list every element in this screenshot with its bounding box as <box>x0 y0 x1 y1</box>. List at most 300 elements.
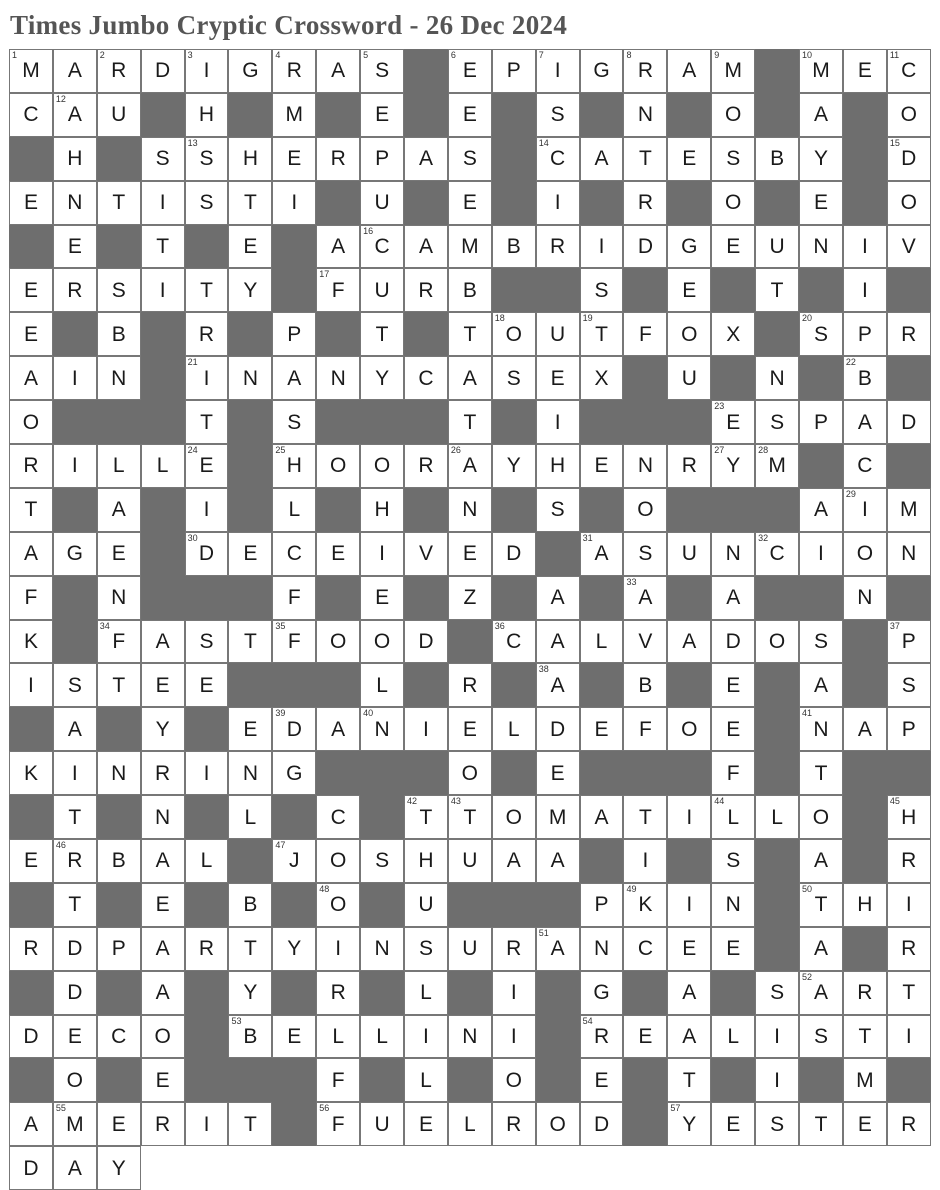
grid-cell[interactable] <box>711 663 755 707</box>
grid-cell[interactable] <box>404 795 448 839</box>
grid-cell[interactable] <box>53 532 97 576</box>
grid-cell[interactable] <box>316 49 360 93</box>
grid-cell[interactable] <box>53 93 97 137</box>
grid-cell[interactable] <box>492 795 536 839</box>
grid-cell[interactable] <box>448 93 492 137</box>
grid-cell[interactable] <box>843 1058 887 1102</box>
grid-cell[interactable] <box>887 532 931 576</box>
grid-cell[interactable] <box>536 663 580 707</box>
grid-cell[interactable] <box>228 181 272 225</box>
grid-cell[interactable] <box>580 971 624 1015</box>
grid-cell[interactable] <box>843 356 887 400</box>
crossword-grid[interactable] <box>9 49 931 1190</box>
grid-cell[interactable] <box>9 400 53 444</box>
grid-cell[interactable] <box>623 93 667 137</box>
grid-cell[interactable] <box>755 971 799 1015</box>
grid-cell[interactable] <box>711 927 755 971</box>
grid-cell[interactable] <box>360 576 404 620</box>
grid-cell[interactable] <box>667 795 711 839</box>
grid-cell[interactable] <box>667 1058 711 1102</box>
grid-cell[interactable] <box>887 225 931 269</box>
grid-cell[interactable] <box>272 576 316 620</box>
grid-cell[interactable] <box>843 532 887 576</box>
grid-cell[interactable] <box>53 181 97 225</box>
grid-cell[interactable] <box>799 839 843 883</box>
grid-cell[interactable] <box>623 488 667 532</box>
grid-cell[interactable] <box>316 225 360 269</box>
grid-cell[interactable] <box>272 49 316 93</box>
grid-cell[interactable] <box>887 1102 931 1146</box>
grid-cell[interactable] <box>755 356 799 400</box>
grid-cell[interactable] <box>843 883 887 927</box>
grid-cell[interactable] <box>492 1102 536 1146</box>
grid-cell[interactable] <box>360 181 404 225</box>
grid-cell[interactable] <box>755 225 799 269</box>
grid-cell[interactable] <box>53 927 97 971</box>
grid-cell[interactable] <box>316 795 360 839</box>
grid-cell[interactable] <box>843 400 887 444</box>
grid-cell[interactable] <box>404 225 448 269</box>
grid-cell[interactable] <box>799 883 843 927</box>
grid-cell[interactable] <box>536 49 580 93</box>
grid-cell[interactable] <box>755 400 799 444</box>
grid-cell[interactable] <box>448 707 492 751</box>
grid-cell[interactable] <box>667 49 711 93</box>
grid-cell[interactable] <box>97 488 141 532</box>
grid-cell[interactable] <box>53 1102 97 1146</box>
grid-cell[interactable] <box>536 400 580 444</box>
grid-cell[interactable] <box>448 576 492 620</box>
grid-cell[interactable] <box>492 927 536 971</box>
grid-cell[interactable] <box>141 225 185 269</box>
grid-cell[interactable] <box>404 1058 448 1102</box>
grid-cell[interactable] <box>9 93 53 137</box>
grid-cell[interactable] <box>799 620 843 664</box>
grid-cell[interactable] <box>9 356 53 400</box>
grid-cell[interactable] <box>360 312 404 356</box>
grid-cell[interactable] <box>185 663 229 707</box>
grid-cell[interactable] <box>711 137 755 181</box>
grid-cell[interactable] <box>316 927 360 971</box>
grid-cell[interactable] <box>360 620 404 664</box>
grid-cell[interactable] <box>360 707 404 751</box>
grid-cell[interactable] <box>272 356 316 400</box>
grid-cell[interactable] <box>53 1058 97 1102</box>
grid-cell[interactable] <box>711 181 755 225</box>
grid-cell[interactable] <box>536 137 580 181</box>
grid-cell[interactable] <box>53 795 97 839</box>
grid-cell[interactable] <box>448 1102 492 1146</box>
grid-cell[interactable] <box>843 49 887 93</box>
grid-cell[interactable] <box>141 1058 185 1102</box>
grid-cell[interactable] <box>492 839 536 883</box>
grid-cell[interactable] <box>9 268 53 312</box>
grid-cell[interactable] <box>360 356 404 400</box>
grid-cell[interactable] <box>97 576 141 620</box>
grid-cell[interactable] <box>141 883 185 927</box>
grid-cell[interactable] <box>185 49 229 93</box>
grid-cell[interactable] <box>404 927 448 971</box>
grid-cell[interactable] <box>711 1015 755 1059</box>
grid-cell[interactable] <box>887 93 931 137</box>
grid-cell[interactable] <box>887 1015 931 1059</box>
grid-cell[interactable] <box>448 268 492 312</box>
grid-cell[interactable] <box>404 137 448 181</box>
grid-cell[interactable] <box>711 883 755 927</box>
grid-cell[interactable] <box>536 312 580 356</box>
grid-cell[interactable] <box>755 137 799 181</box>
grid-cell[interactable] <box>228 971 272 1015</box>
grid-cell[interactable] <box>623 225 667 269</box>
grid-cell[interactable] <box>53 663 97 707</box>
grid-cell[interactable] <box>97 620 141 664</box>
grid-cell[interactable] <box>228 225 272 269</box>
grid-cell[interactable] <box>843 576 887 620</box>
grid-cell[interactable] <box>53 225 97 269</box>
grid-cell[interactable] <box>448 400 492 444</box>
grid-cell[interactable] <box>492 356 536 400</box>
grid-cell[interactable] <box>799 137 843 181</box>
grid-cell[interactable] <box>448 444 492 488</box>
grid-cell[interactable] <box>536 707 580 751</box>
grid-cell[interactable] <box>667 268 711 312</box>
grid-cell[interactable] <box>141 268 185 312</box>
grid-cell[interactable] <box>97 181 141 225</box>
grid-cell[interactable] <box>448 488 492 532</box>
grid-cell[interactable] <box>536 576 580 620</box>
grid-cell[interactable] <box>272 137 316 181</box>
grid-cell[interactable] <box>404 971 448 1015</box>
grid-cell[interactable] <box>97 1015 141 1059</box>
grid-cell[interactable] <box>185 488 229 532</box>
grid-cell[interactable] <box>97 532 141 576</box>
grid-cell[interactable] <box>141 137 185 181</box>
grid-cell[interactable] <box>228 49 272 93</box>
grid-cell[interactable] <box>404 1102 448 1146</box>
grid-cell[interactable] <box>623 795 667 839</box>
grid-cell[interactable] <box>185 927 229 971</box>
grid-cell[interactable] <box>448 795 492 839</box>
grid-cell[interactable] <box>272 400 316 444</box>
grid-cell[interactable] <box>141 444 185 488</box>
grid-cell[interactable] <box>623 839 667 883</box>
grid-cell[interactable] <box>755 1058 799 1102</box>
grid-cell[interactable] <box>141 927 185 971</box>
grid-cell[interactable] <box>185 620 229 664</box>
grid-cell[interactable] <box>185 93 229 137</box>
grid-cell[interactable] <box>9 839 53 883</box>
grid-cell[interactable] <box>97 1102 141 1146</box>
grid-cell[interactable] <box>185 444 229 488</box>
grid-cell[interactable] <box>623 444 667 488</box>
grid-cell[interactable] <box>623 137 667 181</box>
grid-cell[interactable] <box>667 1015 711 1059</box>
grid-cell[interactable] <box>623 883 667 927</box>
grid-cell[interactable] <box>843 1102 887 1146</box>
grid-cell[interactable] <box>711 707 755 751</box>
grid-cell[interactable] <box>887 49 931 93</box>
grid-cell[interactable] <box>185 137 229 181</box>
grid-cell[interactable] <box>580 49 624 93</box>
grid-cell[interactable] <box>360 137 404 181</box>
grid-cell[interactable] <box>580 1102 624 1146</box>
grid-cell[interactable] <box>843 707 887 751</box>
grid-cell[interactable] <box>316 883 360 927</box>
grid-cell[interactable] <box>667 225 711 269</box>
grid-cell[interactable] <box>536 927 580 971</box>
grid-cell[interactable] <box>9 312 53 356</box>
grid-cell[interactable] <box>667 620 711 664</box>
grid-cell[interactable] <box>580 1015 624 1059</box>
grid-cell[interactable] <box>799 707 843 751</box>
grid-cell[interactable] <box>799 795 843 839</box>
grid-cell[interactable] <box>97 663 141 707</box>
grid-cell[interactable] <box>9 927 53 971</box>
grid-cell[interactable] <box>536 444 580 488</box>
grid-cell[interactable] <box>53 1146 97 1190</box>
grid-cell[interactable] <box>887 883 931 927</box>
grid-cell[interactable] <box>711 49 755 93</box>
grid-cell[interactable] <box>228 532 272 576</box>
grid-cell[interactable] <box>316 137 360 181</box>
grid-cell[interactable] <box>492 532 536 576</box>
grid-cell[interactable] <box>580 312 624 356</box>
grid-cell[interactable] <box>580 707 624 751</box>
grid-cell[interactable] <box>580 532 624 576</box>
grid-cell[interactable] <box>185 181 229 225</box>
grid-cell[interactable] <box>536 751 580 795</box>
grid-cell[interactable] <box>272 620 316 664</box>
grid-cell[interactable] <box>536 1102 580 1146</box>
grid-cell[interactable] <box>448 751 492 795</box>
grid-cell[interactable] <box>360 488 404 532</box>
grid-cell[interactable] <box>711 400 755 444</box>
grid-cell[interactable] <box>360 532 404 576</box>
grid-cell[interactable] <box>141 620 185 664</box>
grid-cell[interactable] <box>185 1102 229 1146</box>
grid-cell[interactable] <box>492 225 536 269</box>
grid-cell[interactable] <box>53 137 97 181</box>
grid-cell[interactable] <box>711 444 755 488</box>
grid-cell[interactable] <box>404 839 448 883</box>
grid-cell[interactable] <box>272 312 316 356</box>
grid-cell[interactable] <box>360 225 404 269</box>
grid-cell[interactable] <box>360 49 404 93</box>
grid-cell[interactable] <box>711 532 755 576</box>
grid-cell[interactable] <box>404 707 448 751</box>
grid-cell[interactable] <box>185 356 229 400</box>
grid-cell[interactable] <box>799 971 843 1015</box>
grid-cell[interactable] <box>53 971 97 1015</box>
grid-cell[interactable] <box>9 532 53 576</box>
grid-cell[interactable] <box>492 444 536 488</box>
grid-cell[interactable] <box>97 839 141 883</box>
grid-cell[interactable] <box>887 620 931 664</box>
grid-cell[interactable] <box>272 93 316 137</box>
grid-cell[interactable] <box>448 927 492 971</box>
grid-cell[interactable] <box>316 620 360 664</box>
grid-cell[interactable] <box>97 49 141 93</box>
grid-cell[interactable] <box>316 356 360 400</box>
grid-cell[interactable] <box>492 49 536 93</box>
grid-cell[interactable] <box>580 927 624 971</box>
grid-cell[interactable] <box>843 268 887 312</box>
grid-cell[interactable] <box>97 312 141 356</box>
grid-cell[interactable] <box>97 444 141 488</box>
grid-cell[interactable] <box>97 356 141 400</box>
grid-cell[interactable] <box>711 312 755 356</box>
grid-cell[interactable] <box>799 1015 843 1059</box>
grid-cell[interactable] <box>623 620 667 664</box>
grid-cell[interactable] <box>667 444 711 488</box>
grid-cell[interactable] <box>580 883 624 927</box>
grid-cell[interactable] <box>228 795 272 839</box>
grid-cell[interactable] <box>799 312 843 356</box>
grid-cell[interactable] <box>536 488 580 532</box>
grid-cell[interactable] <box>623 927 667 971</box>
grid-cell[interactable] <box>667 1102 711 1146</box>
grid-cell[interactable] <box>623 1015 667 1059</box>
grid-cell[interactable] <box>228 268 272 312</box>
grid-cell[interactable] <box>141 663 185 707</box>
grid-cell[interactable] <box>141 49 185 93</box>
grid-cell[interactable] <box>580 225 624 269</box>
grid-cell[interactable] <box>667 883 711 927</box>
grid-cell[interactable] <box>887 137 931 181</box>
grid-cell[interactable] <box>316 532 360 576</box>
grid-cell[interactable] <box>580 795 624 839</box>
grid-cell[interactable] <box>97 927 141 971</box>
grid-cell[interactable] <box>141 181 185 225</box>
grid-cell[interactable] <box>711 751 755 795</box>
grid-cell[interactable] <box>97 268 141 312</box>
grid-cell[interactable] <box>580 620 624 664</box>
grid-cell[interactable] <box>272 532 316 576</box>
grid-cell[interactable] <box>580 137 624 181</box>
grid-cell[interactable] <box>623 312 667 356</box>
grid-cell[interactable] <box>492 971 536 1015</box>
grid-cell[interactable] <box>9 1015 53 1059</box>
grid-cell[interactable] <box>272 181 316 225</box>
grid-cell[interactable] <box>9 751 53 795</box>
grid-cell[interactable] <box>360 444 404 488</box>
grid-cell[interactable] <box>843 488 887 532</box>
grid-cell[interactable] <box>272 707 316 751</box>
grid-cell[interactable] <box>228 1015 272 1059</box>
grid-cell[interactable] <box>492 1015 536 1059</box>
grid-cell[interactable] <box>623 532 667 576</box>
grid-cell[interactable] <box>360 839 404 883</box>
grid-cell[interactable] <box>228 1102 272 1146</box>
grid-cell[interactable] <box>9 1146 53 1190</box>
grid-cell[interactable] <box>799 93 843 137</box>
grid-cell[interactable] <box>316 1058 360 1102</box>
grid-cell[interactable] <box>360 927 404 971</box>
grid-cell[interactable] <box>228 356 272 400</box>
grid-cell[interactable] <box>316 444 360 488</box>
grid-cell[interactable] <box>536 225 580 269</box>
grid-cell[interactable] <box>9 49 53 93</box>
grid-cell[interactable] <box>228 751 272 795</box>
grid-cell[interactable] <box>97 93 141 137</box>
grid-cell[interactable] <box>9 444 53 488</box>
grid-cell[interactable] <box>536 839 580 883</box>
grid-cell[interactable] <box>404 883 448 927</box>
grid-cell[interactable] <box>799 663 843 707</box>
grid-cell[interactable] <box>843 1015 887 1059</box>
grid-cell[interactable] <box>360 663 404 707</box>
grid-cell[interactable] <box>448 839 492 883</box>
grid-cell[interactable] <box>887 927 931 971</box>
grid-cell[interactable] <box>228 927 272 971</box>
grid-cell[interactable] <box>755 620 799 664</box>
grid-cell[interactable] <box>141 1102 185 1146</box>
grid-cell[interactable] <box>623 49 667 93</box>
grid-cell[interactable] <box>492 707 536 751</box>
grid-cell[interactable] <box>9 576 53 620</box>
grid-cell[interactable] <box>711 93 755 137</box>
grid-cell[interactable] <box>887 839 931 883</box>
grid-cell[interactable] <box>492 620 536 664</box>
grid-cell[interactable] <box>272 751 316 795</box>
grid-cell[interactable] <box>843 971 887 1015</box>
grid-cell[interactable] <box>843 312 887 356</box>
grid-cell[interactable] <box>667 707 711 751</box>
grid-cell[interactable] <box>448 137 492 181</box>
grid-cell[interactable] <box>228 707 272 751</box>
grid-cell[interactable] <box>711 225 755 269</box>
grid-cell[interactable] <box>887 312 931 356</box>
grid-cell[interactable] <box>667 971 711 1015</box>
grid-cell[interactable] <box>272 839 316 883</box>
grid-cell[interactable] <box>799 400 843 444</box>
grid-cell[interactable] <box>711 839 755 883</box>
grid-cell[interactable] <box>711 1102 755 1146</box>
grid-cell[interactable] <box>228 137 272 181</box>
grid-cell[interactable] <box>755 795 799 839</box>
grid-cell[interactable] <box>623 663 667 707</box>
grid-cell[interactable] <box>53 1015 97 1059</box>
grid-cell[interactable] <box>667 312 711 356</box>
grid-cell[interactable] <box>53 444 97 488</box>
grid-cell[interactable] <box>97 1146 141 1190</box>
grid-cell[interactable] <box>536 181 580 225</box>
grid-cell[interactable] <box>887 488 931 532</box>
grid-cell[interactable] <box>887 971 931 1015</box>
grid-cell[interactable] <box>887 795 931 839</box>
grid-cell[interactable] <box>141 751 185 795</box>
grid-cell[interactable] <box>185 839 229 883</box>
grid-cell[interactable] <box>316 971 360 1015</box>
grid-cell[interactable] <box>799 1102 843 1146</box>
grid-cell[interactable] <box>53 707 97 751</box>
grid-cell[interactable] <box>141 795 185 839</box>
grid-cell[interactable] <box>360 268 404 312</box>
grid-cell[interactable] <box>448 49 492 93</box>
grid-cell[interactable] <box>799 181 843 225</box>
grid-cell[interactable] <box>623 181 667 225</box>
grid-cell[interactable] <box>360 93 404 137</box>
grid-cell[interactable] <box>404 356 448 400</box>
grid-cell[interactable] <box>799 532 843 576</box>
grid-cell[interactable] <box>799 225 843 269</box>
grid-cell[interactable] <box>316 1102 360 1146</box>
grid-cell[interactable] <box>623 707 667 751</box>
grid-cell[interactable] <box>141 707 185 751</box>
grid-cell[interactable] <box>448 663 492 707</box>
grid-cell[interactable] <box>799 49 843 93</box>
grid-cell[interactable] <box>755 1102 799 1146</box>
